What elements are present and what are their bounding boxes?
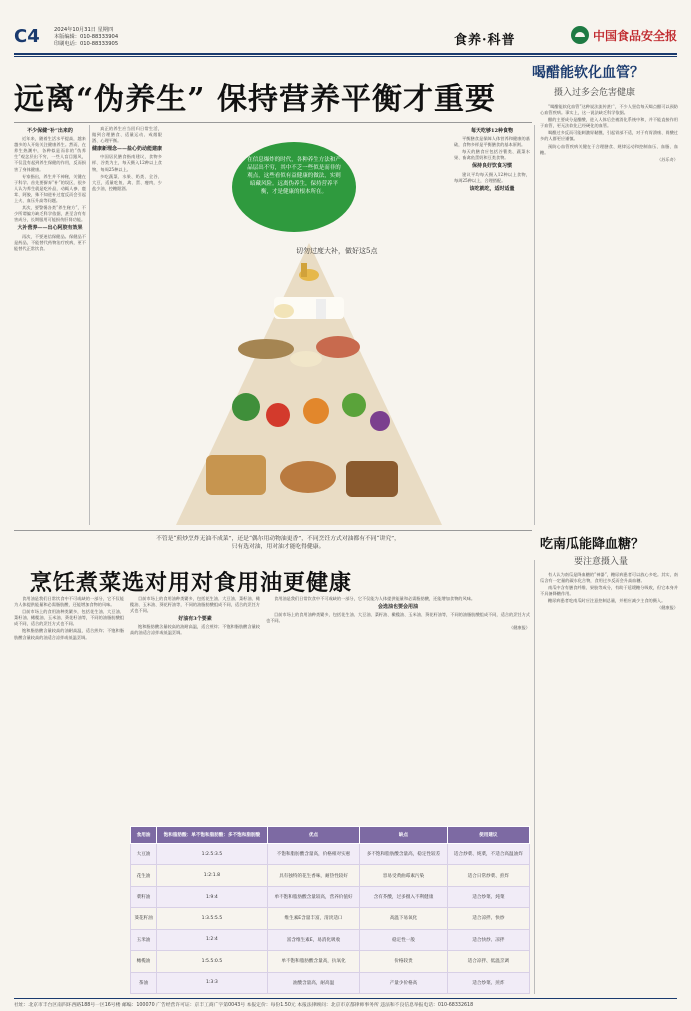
table-cell: 维生素E含量丰富，清淡适口: [267, 908, 360, 929]
col5-subhead-3: 该吃就吃，适时适量: [469, 185, 515, 192]
main-headline-block: [14, 60, 534, 126]
phone-line: 印刷电话：010-88333905: [54, 41, 119, 47]
table-header-cell: 饱和脂肪酸：单不饱和脂肪酸：多不饱和脂肪酸: [157, 827, 268, 844]
section-separator: [14, 530, 532, 531]
paragraph: 多吃蔬菜、水果、奶类、全谷、大豆，适量吃鱼、禽、蛋、瘦肉，少盐少油，控糖限酒。: [92, 173, 162, 191]
paragraph: 目前市场上的食用油种类繁多，包括花生油、大豆油、菜籽油、橄榄油、玉米油、葵花籽油等，不同的油脂肪酸组成不同，适合的烹饪方式也不同。: [266, 612, 530, 624]
table-cell: 1:2:1.8: [157, 865, 268, 886]
table-cell: 不饱和脂肪酸含量高，价格相对实惠: [267, 844, 360, 865]
table-row: [131, 844, 530, 865]
second-subhead-right: 会选油也要会用油: [377, 604, 418, 611]
second-article-col3: [266, 596, 530, 822]
paragraph: 有人认为南瓜是降血糖的“神器”，糖尿病患者可以放心多吃。其实，南瓜含有一定量的碳水化合物，食用过多反而会升高血糖。: [540, 572, 678, 584]
section-title: 食养·科普: [454, 33, 516, 48]
sidebar-top-heading: 喝醋能软化血管？: [532, 65, 644, 81]
paragraph: 饱和脂肪酸含量较高的油耐高温，适合煎炸；不饱和脂肪酸含量较高的油适合凉拌或低温烹调。: [14, 628, 124, 640]
deck-line-2: 只有选对油，用对油才能吃得健康。: [231, 544, 325, 550]
col5-subhead-2: 保持良好饮食习惯: [471, 163, 512, 170]
table-row: [131, 865, 530, 886]
header-meta: [54, 27, 118, 48]
header-rule-thin: [14, 56, 677, 57]
column-divider: [89, 125, 90, 525]
sidebar-bottom-title: [540, 533, 680, 567]
main-article-col5: [454, 126, 530, 526]
table-cell: 适合快炒、凉拌: [447, 929, 529, 950]
page-header: [14, 26, 677, 50]
paragraph: 目前市场上的食用油种类繁多，包括花生油、大豆油、菜籽油、橄榄油、玉米油、葵花籽油等，不同的油脂肪酸组成不同，适合的烹饪方式也不同。: [130, 596, 260, 614]
paragraph: 每天的膳食应包括谷薯类、蔬菜水果、畜禽鱼蛋奶和豆类食物。: [454, 149, 530, 161]
table-cell: 产量少价格高: [360, 972, 447, 993]
paragraph: 醋的主要成分是醋酸，进入人体后会被消化系统中和，并不能直接作用于血管，更无法软化已经硬化的血管。: [540, 117, 678, 129]
table-cell: 含有芥酸，过多摄入不利健康: [360, 886, 447, 907]
page-number: C4: [14, 26, 40, 47]
table-cell: 适合日常炒菜、煎炸: [447, 865, 529, 886]
col5-subhead: 每天吃够12种食物: [471, 128, 513, 134]
table-header-cell: 优点: [267, 827, 360, 844]
paragraph: 南瓜中含有膳食纤维、果胶等成分，有助于延缓糖分吸收，但它本身并不具备降糖作用。: [540, 585, 678, 597]
paper-name: 中国食品安全报: [592, 28, 677, 43]
pyramid-caption: 切勿过度大补，做好这5点: [296, 247, 378, 255]
column-divider: [534, 125, 535, 525]
paragraph: 建议平均每天摄入12种以上食物，每周25种以上，合理搭配。: [454, 171, 530, 183]
sidebar-bottom-body: [540, 572, 678, 992]
table-header-row: [131, 827, 530, 844]
table-cell: 适合凉拌、快炒: [447, 908, 529, 929]
table-cell: 适合炒菜、煎炸: [447, 972, 529, 993]
table-row: [131, 929, 530, 950]
table-cell: 菜籽油: [131, 886, 157, 907]
main-headline: 远离“伪养生” 保持营养平衡才重要: [14, 82, 496, 117]
table-cell: 单不饱和脂肪酸含量较高，营养价值好: [267, 886, 360, 907]
column-divider: [534, 560, 535, 994]
second-article-col2: [130, 596, 260, 822]
table-cell: 高温下易氧化: [360, 908, 447, 929]
table-cell: 1:3.5:5.5: [157, 908, 268, 929]
table-header-cell: 食用油: [131, 827, 157, 844]
intro-subhead: 不少保健“补”出来的: [27, 128, 73, 134]
paragraph: 其次，要警惕各类“养生秘方”，不少所谓偏方缺乏科学依据，甚至含有有害成分，长期服用可能损伤肝肾功能。: [14, 205, 86, 223]
table-cell: 适合炒菜、炖菜: [447, 886, 529, 907]
signature: （健康报）: [657, 605, 678, 611]
table-cell: 多不饱和脂肪酸含量高，稳定性较差: [360, 844, 447, 865]
table-cell: 1:3:3: [157, 972, 268, 993]
table-cell: 大豆油: [131, 844, 157, 865]
paragraph: 中国居民膳食指南建议，食物多样、谷类为主，每天摄入12种以上食物，每周25种以上。: [92, 154, 162, 172]
paragraph: 糖尿病患者吃南瓜时应注意控制总量，并相应减少主食的摄入。: [548, 598, 666, 604]
table-cell: 单不饱和脂肪酸含量高，抗氧化: [267, 951, 360, 972]
table-row: [131, 886, 530, 907]
paragraph: 真正的养生应当回归日常生活，做到合理膳食、适量运动、戒烟限酒、心理平衡。: [92, 126, 162, 144]
table-cell: 玉米油: [131, 929, 157, 950]
table-cell: 花生油: [131, 865, 157, 886]
editor-line: 本版编辑：010-88333904: [54, 34, 119, 40]
paragraph: 再次，不要迷信保健品。保健品不是药品，不能替代药物治疗疾病，更不能替代正常饮食。: [14, 233, 86, 251]
paragraph: 目前市场上的食用油种类繁多，包括花生油、大豆油、菜籽油、橄榄油、玉米油、葵花籽油等，不同的油脂肪酸组成不同，适合的烹饪方式也不同。: [14, 609, 124, 627]
headline-separator: [14, 122, 532, 123]
newspaper-logo: [571, 26, 677, 44]
table-header-cell: 使用建议: [447, 827, 529, 844]
table-cell: 富含维生素E，易消化吸收: [267, 929, 360, 950]
pull-quote: 在信息爆炸的时代，各种养生方法和产品层出不穷，其中不乏一些似是而非的观点，这些看似有益健康的做法，实则暗藏风险。远离伪养生，保持营养平衡，才是健康的根本所在。: [232, 142, 356, 232]
paragraph: 近年来，随着生活水平提高，越来越多的人开始关注健康养生。然而，在养生热潮中，各种似是而非的“伪养生”观念层出不穷，一些人盲目跟风，不仅没有起到养生保健的作用，反而损害了身体健康。: [14, 136, 86, 172]
col2-subhead: 健康新理念——盐心奶动能建康: [92, 146, 162, 153]
table-cell: 容易受黄曲霉素污染: [360, 865, 447, 886]
paragraph: 平衡膳食是保障人体营养和健康的基础，食物多样是平衡膳食的基本原则。: [454, 136, 530, 148]
signature: （健康报）: [509, 625, 530, 631]
sidebar-bottom-subheading: 要注意摄入量: [574, 557, 629, 567]
table-cell: 茶油: [131, 972, 157, 993]
header-rule: [14, 53, 677, 55]
table-cell: 1:5.5:0.5: [157, 951, 268, 972]
col1-subhead: 大补营养——出心阿胶有效果: [17, 225, 83, 232]
oil-comparison-table: [130, 826, 530, 994]
table-cell: 油酸含量高，耐高温: [267, 972, 360, 993]
table-row: [131, 951, 530, 972]
table-cell: 适合凉拌、低温烹调: [447, 951, 529, 972]
main-article-col1: [14, 126, 86, 526]
table-row: [131, 972, 530, 993]
table-cell: 价格较贵: [360, 951, 447, 972]
table-cell: 稳定性一般: [360, 929, 447, 950]
sidebar-bottom-heading: 吃南瓜能降血糖？: [540, 537, 645, 552]
paragraph: 饱和脂肪酸含量较高的油耐高温，适合煎炸；不饱和脂肪酸含量较高的油适合凉拌或低温烹调。: [130, 624, 260, 636]
table-row: [131, 908, 530, 929]
paragraph: 预防心血管疾病关键在于合理膳食、规律运动和控制血压、血脂、血糖。: [540, 143, 678, 155]
signature: （苏乐奇）: [657, 156, 678, 162]
sidebar-top-body: [540, 104, 678, 524]
paragraph: 食用油是我们日常饮食中不可或缺的一部分，它不仅能为人体提供能量和必需脂肪酸，还能增加食物的风味。: [14, 596, 124, 608]
table-cell: 1:2:4: [157, 929, 268, 950]
table-body: [131, 844, 530, 994]
table-cell: 1:2.5:3.5: [157, 844, 268, 865]
paragraph: 食用油是我们日常饮食中不可或缺的一部分，它不仅能为人体提供能量和必需脂肪酸，还能增加食物的风味。: [274, 596, 476, 601]
table-cell: 适合炒菜、炖菜，不适合高温油炸: [447, 844, 529, 865]
main-article-col2: [92, 126, 162, 526]
table-cell: 1:9:4: [157, 886, 268, 907]
pyramid-dairy-layer: [274, 297, 344, 319]
second-article-col1: [14, 596, 124, 992]
date-line: 2024年10月31日 星期四: [54, 27, 114, 33]
logo-icon: [571, 26, 589, 44]
second-article-deck: [88, 535, 468, 551]
second-subhead-mid: 好油有3个要素: [178, 616, 212, 623]
paragraph: 专家指出，养生并不神秘，关键在于科学。首先要摒弃“补”的误区，很多人认为养生就是吃补品，动辄人参、鹿茸、阿胶，殊不知进补过度反而会引起上火、血压升高等问题。: [14, 173, 86, 204]
page-footer: 社址：北京市丰台区南四环西路188号一区16号楼 邮编：100070 广告经营许可证：京丰工商广字第0043号 本报定价：每份1.50元 本报法律顾问：北京市京都律师事务所 违法和不良信息举报电话：010-68332618: [14, 998, 677, 1008]
paragraph: “喝醋能软化血管”这种说法流传甚广，不少人坚信每天喝点醋可以预防心血管疾病。事实上，这一说法缺乏科学依据。: [540, 104, 678, 116]
deck-line-1: 不管是“煎炒烹炸无油不成菜”，还是“偶尔用动物油更香”，不同烹饪方式对油都有不同“讲究”，: [156, 536, 400, 542]
table-cell: 葵花籽油: [131, 908, 157, 929]
table-header-cell: 缺点: [360, 827, 447, 844]
paragraph: 喝醋过多反而可能刺激胃黏膜，引起胃部不适，对于有胃溃疡、胃酸过多的人群更应谨慎。: [540, 130, 678, 142]
table-cell: 具有独特的花生香味，耐热性较好: [267, 865, 360, 886]
table-cell: 橄榄油: [131, 951, 157, 972]
sidebar-top-title: [532, 62, 677, 98]
second-article-headline: 烹饪煮菜选对用对食用油更健康: [30, 570, 353, 596]
sidebar-top-subheading: 摄入过多会危害健康: [554, 88, 636, 98]
